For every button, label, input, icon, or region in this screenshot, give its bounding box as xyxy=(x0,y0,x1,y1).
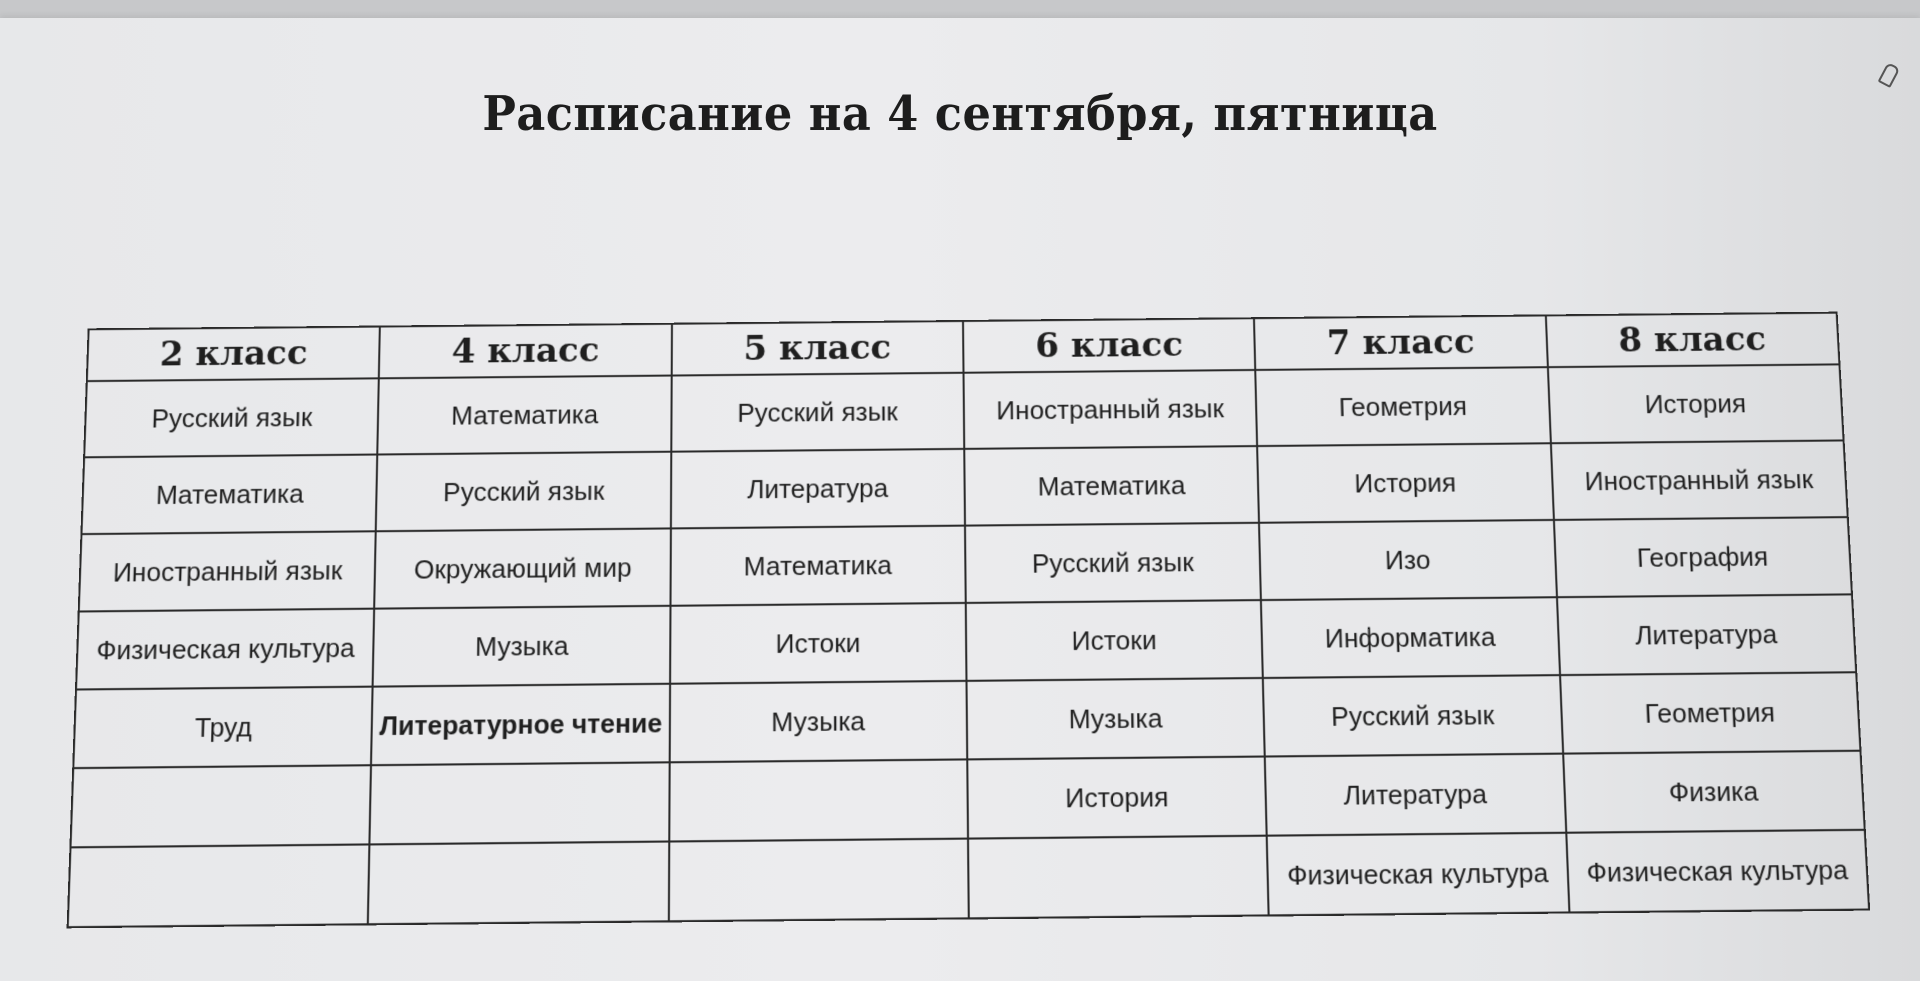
table-cell: Литература xyxy=(1265,754,1566,836)
table-cell: Физическая культура xyxy=(1267,833,1569,916)
table-cell: Физика xyxy=(1563,751,1865,833)
table-cell: Музыка xyxy=(669,681,967,762)
pin-icon xyxy=(1878,62,1901,88)
header-class-5: 5 класс xyxy=(671,321,963,376)
header-class-2: 2 класс xyxy=(87,327,380,382)
table-cell: Русский язык xyxy=(671,373,964,452)
table-cell xyxy=(370,762,670,844)
header-class-7: 7 класс xyxy=(1254,315,1547,370)
header-class-6: 6 класс xyxy=(963,318,1256,373)
schedule-table xyxy=(67,312,1871,929)
table-cell: История xyxy=(967,757,1267,839)
table-cell: Литературное чтение xyxy=(371,684,669,765)
table-cell: Музыка xyxy=(966,678,1265,759)
table-cell: Информатика xyxy=(1261,597,1559,678)
header-class-8: 8 класс xyxy=(1545,313,1839,367)
table-cell xyxy=(68,844,370,927)
table-cell: Русский язык xyxy=(376,452,671,532)
table-cell: Русский язык xyxy=(84,378,379,457)
table-cell: Литература xyxy=(671,449,965,529)
table-cell xyxy=(968,836,1269,919)
table-cell: Физическая культура xyxy=(1566,830,1869,913)
table-cell: Математика xyxy=(964,446,1259,526)
table-cell: Изо xyxy=(1259,520,1556,600)
table-cell: Математика xyxy=(81,455,377,535)
table-cell: Окружающий мир xyxy=(374,528,670,608)
table-cell: Истоки xyxy=(670,603,967,684)
table-cell: Литература xyxy=(1557,594,1857,675)
table-cell: Русский язык xyxy=(965,523,1261,603)
table-cell xyxy=(669,759,968,841)
table-cell xyxy=(668,839,968,922)
table-cell: Геометрия xyxy=(1560,672,1861,753)
table-cell: Истоки xyxy=(966,600,1263,681)
table-cell: Геометрия xyxy=(1256,367,1551,446)
table-cell: Иностранный язык xyxy=(79,531,376,611)
table-cell: Иностранный язык xyxy=(1551,440,1848,519)
table-cell: История xyxy=(1548,364,1844,443)
table-cell xyxy=(368,842,669,925)
table-cell: История xyxy=(1257,443,1553,523)
table-cell: Математика xyxy=(670,526,966,606)
page-title: Расписание на 4 сентября, пятница xyxy=(482,86,1438,142)
table-cell: Математика xyxy=(378,376,672,455)
table-row xyxy=(68,830,1869,927)
table-cell: Труд xyxy=(73,687,373,768)
table-cell xyxy=(70,765,371,847)
header-class-4: 4 класс xyxy=(379,324,671,379)
table-cell: География xyxy=(1554,517,1852,597)
table-cell: Физическая культура xyxy=(76,609,374,690)
table-cell: Иностранный язык xyxy=(963,370,1257,449)
table-cell: Русский язык xyxy=(1263,675,1563,756)
table-cell: Музыка xyxy=(373,606,670,687)
